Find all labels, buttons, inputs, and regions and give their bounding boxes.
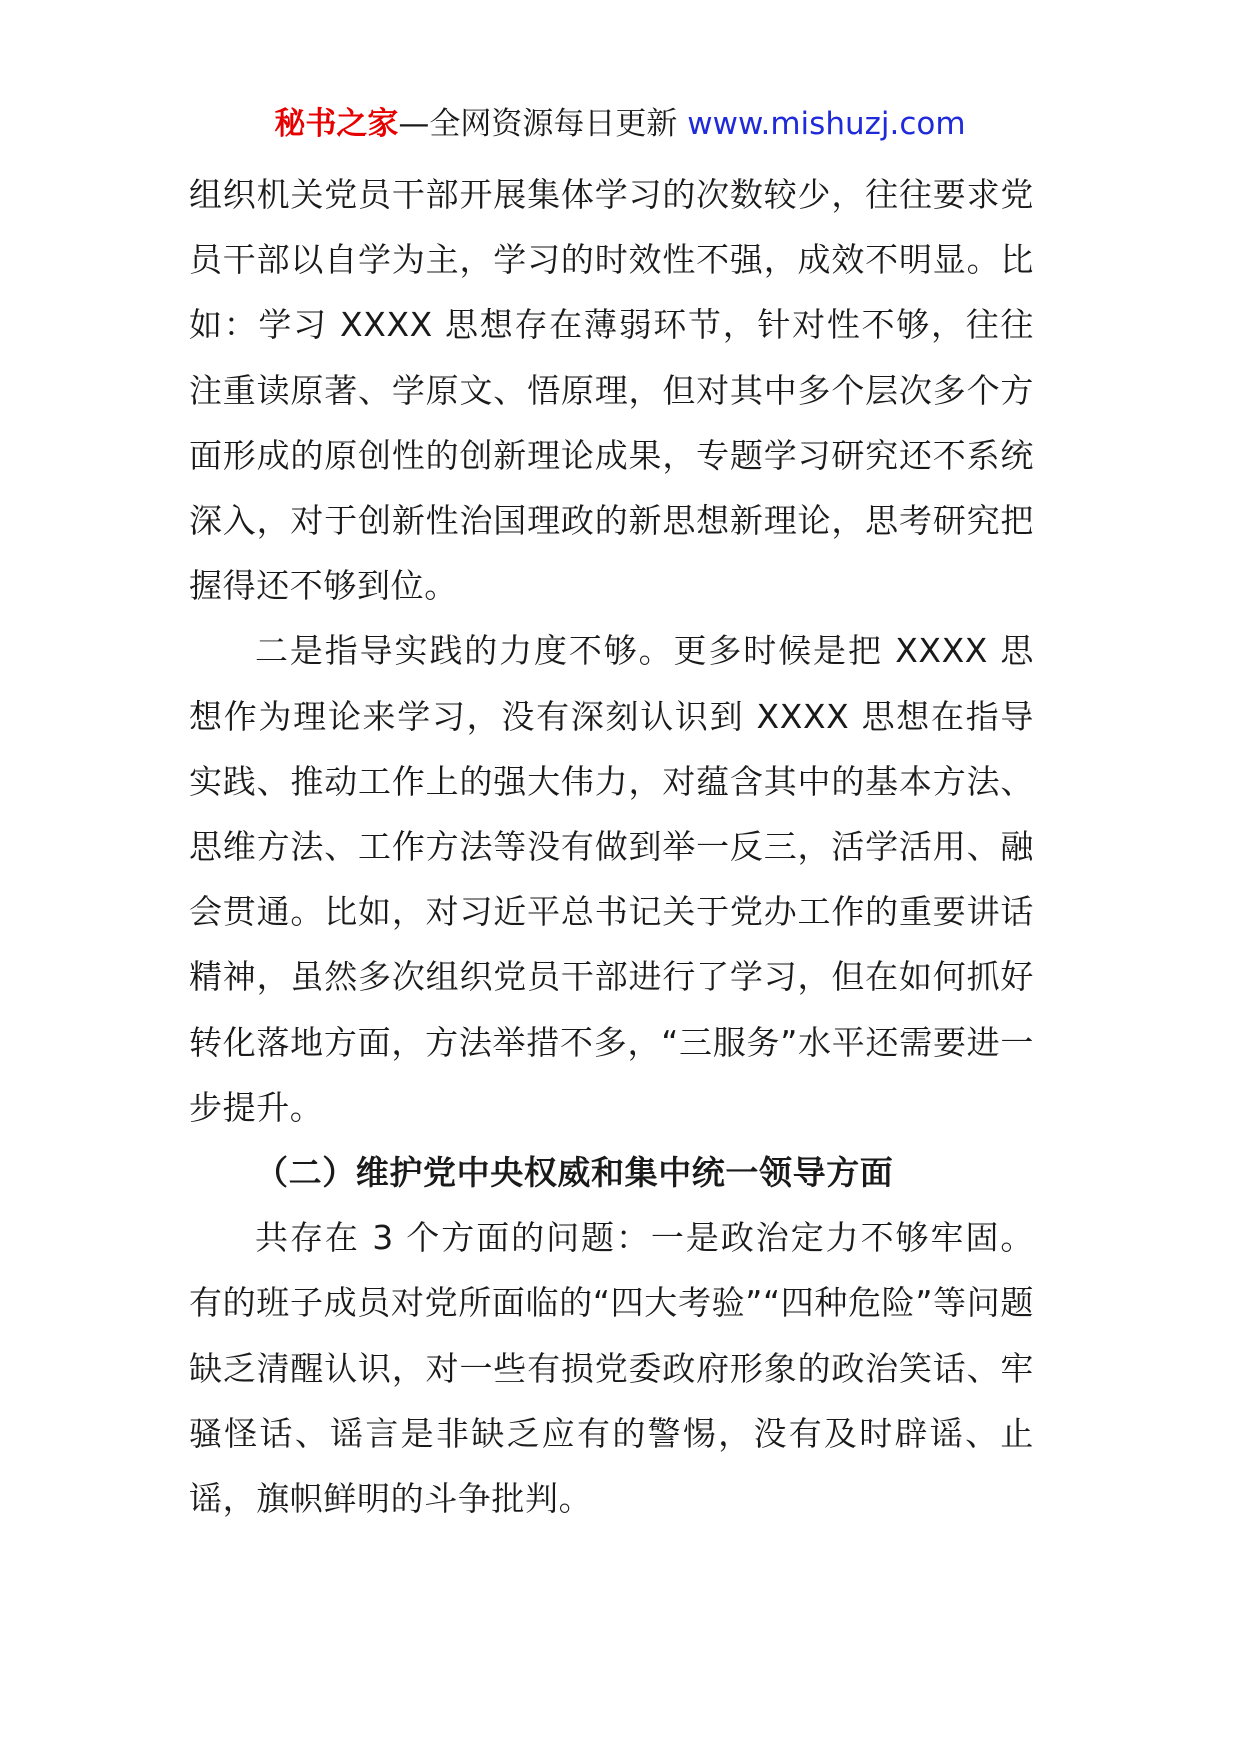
header-brand: 秘书之家: [274, 106, 399, 142]
header-url-link[interactable]: www.mishuzj.com: [687, 106, 966, 142]
paragraph-1: 组织机关党员干部开展集体学习的次数较少，往往要求党员干部以自学为主，学习的时效性不强，成效不明显。比如：学习 XXXX 思想存在薄弱环节，针对性不够，往往注重读原著、学原文、悟原理，但对其中多个层次多个方面形成的原创性的创新理论成果，专题学习研究还不系统深入，对于创新性治国理政的新思想新理论，思考研究把握得还不够到位。: [189, 175, 1034, 606]
document-body: [189, 162, 1034, 1531]
paragraph-2: 二是指导实践的力度不够。更多时候是把 XXXX 思想作为理论来学习，没有深刻认识到 XXXX 思想在指导实践、推动工作上的强大伟力，对蕴含其中的基本方法、思维方法、工作方法等没有做到举一反三，活学活用、融会贯通。比如，对习近平总书记关于党办工作的重要讲话精神，虽然多次组织党员干部进行了学习，但在如何抓好转化落地方面，方法举措不多，“三服务”水平还需要进一步提升。: [189, 631, 1034, 1127]
header-slogan: —全网资源每日更新: [398, 106, 688, 142]
section-heading: （二）维护党中央权威和集中统一领导方面: [255, 1153, 894, 1193]
paragraph-3: 共存在 3 个方面的问题：一是政治定力不够牢固。有的班子成员对党所面临的“四大考验”“四种危险”等问题缺乏清醒认识，对一些有损党委政府形象的政治笑话、牢骚怪话、谣言是非缺乏应有的警惕，没有及时辟谣、止谣，旗帜鲜明的斗争批判。: [189, 1218, 1034, 1519]
page-header: [0, 100, 1240, 148]
